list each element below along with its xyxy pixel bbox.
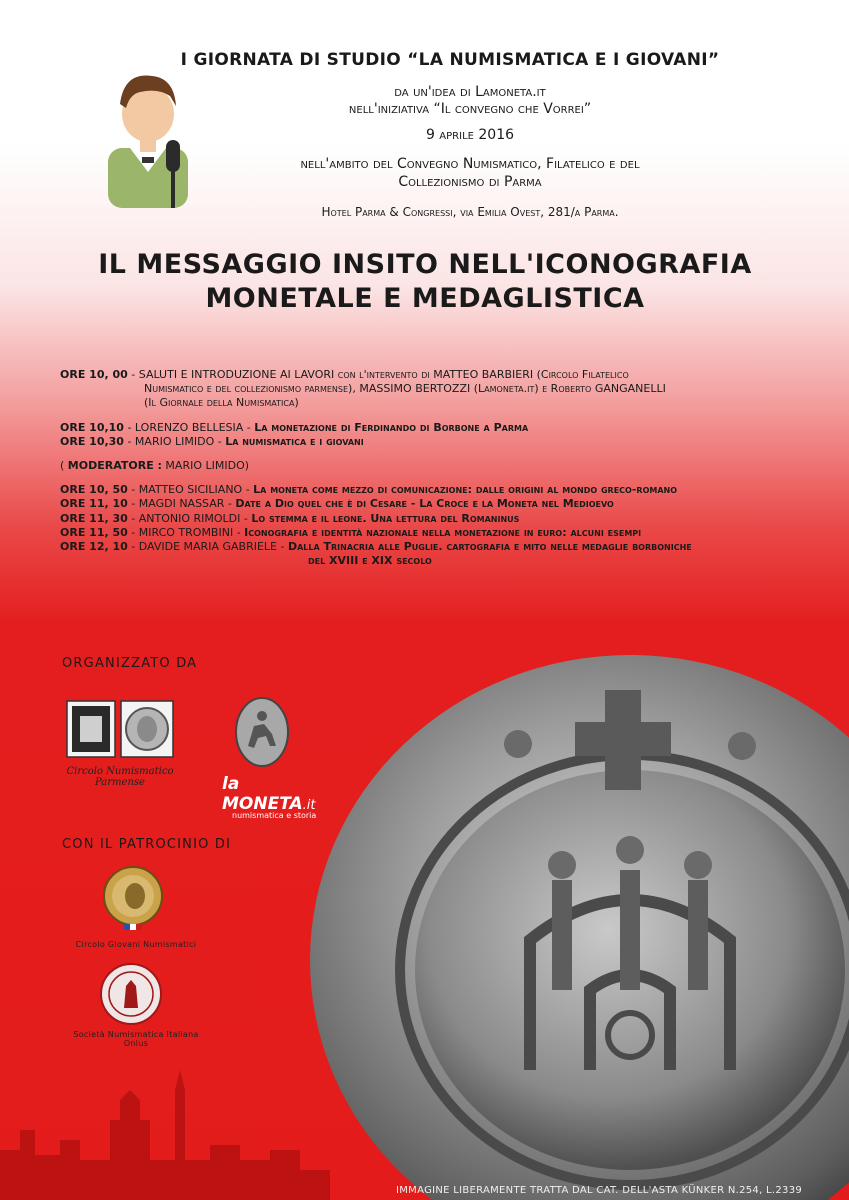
moderator-label: MODERATORE : — [67, 459, 162, 473]
program-item — [60, 435, 830, 449]
program-talk-continuation: del XVIII e XIX secolo — [308, 554, 432, 568]
program-item — [60, 526, 830, 540]
coin-dot — [728, 732, 756, 760]
program-talk: La moneta come mezzo di comunicazione: dalle origini al mondo greco-romano — [253, 483, 678, 497]
lamoneta-suffix: .it — [302, 798, 316, 813]
circolo-parmense-caption — [60, 766, 180, 788]
moderator-name: MARIO LIMIDO) — [161, 459, 250, 473]
program-talk: Date a Dio quel che è di Cesare - La Croce e la Moneta nel Medioevo — [235, 497, 614, 511]
circolo-parmense-logo — [66, 700, 174, 760]
program-time: ORE 10, 50 — [60, 483, 128, 497]
sni-logo — [98, 962, 164, 1026]
event-date: 9 aprile 2016 — [425, 127, 515, 143]
lamoneta-logo-text — [222, 774, 332, 820]
main-title-line2: MONETALE E MEDAGLISTICA — [205, 283, 645, 314]
coin-dot — [616, 836, 644, 864]
lamoneta-brand: la MONETA — [222, 774, 303, 814]
program-talk: Lo stemma e il leone. Una lettura del Romaninus — [251, 511, 520, 525]
program-intro — [60, 368, 830, 382]
coin-dot — [548, 851, 576, 879]
event-title: I GIORNATA DI STUDIO “LA NUMISMATICA E I GIOVANI” — [180, 50, 720, 70]
program-intro-line1: - SALUTI E INTRODUZIONE AI LAVORI con l'intervento di MATTEO BARBIERI (Circolo Filatelico — [127, 368, 629, 381]
program-talk: Dalla Trinacria alle Puglie. cartografia e mito nelle medaglie borboniche — [287, 540, 692, 554]
program-item — [60, 540, 830, 554]
event-context-line1: nell'ambito del Convegno Numismatico, Filatelico e del — [300, 156, 640, 172]
program-talk: La numismatica e i giovani — [225, 434, 364, 448]
event-context-line2: Collezionismo di Parma — [398, 174, 542, 190]
program-time: ORE 10,30 — [60, 434, 124, 448]
program-intro-line3: (Il Giornale della Numismatica) — [144, 396, 299, 410]
coin-tower — [688, 880, 708, 990]
cgn-logo — [102, 866, 164, 932]
patronage-label: CON IL PATROCINIO DI — [62, 837, 232, 852]
coin-dot — [504, 730, 532, 758]
sni-caption-line1: Società Numismatica Italiana — [73, 1030, 199, 1039]
program-time: ORE 10, 00 — [60, 368, 128, 381]
coin-tower — [552, 880, 572, 990]
program-speaker: - LORENZO BELLESIA - — [123, 420, 255, 434]
program-time: ORE 11, 10 — [60, 497, 128, 511]
program-speaker: - DAVIDE MARIA GABRIELE - — [127, 540, 288, 554]
program-item — [60, 483, 830, 497]
event-idea-line: da un'idea di Lamoneta.it — [394, 84, 546, 100]
program-talk: Iconografia e identità nazionale nella monetazione in euro: alcuni esempi — [244, 525, 642, 539]
program-speaker: - MATTEO SICILIANO - — [127, 483, 254, 497]
program-time: ORE 11, 30 — [60, 511, 128, 525]
speaker-avatar-icon — [100, 62, 195, 208]
circolo-caption-line1: Circolo Numismatico — [66, 766, 174, 777]
program — [60, 368, 830, 568]
image-credit: IMMAGINE LIBERAMENTE TRATTA DAL CAT. DELL'ASTA KÜNKER N.254, L.2339 — [396, 1185, 803, 1196]
program-speaker: - MAGDI NASSAR - — [127, 497, 236, 511]
program-item — [60, 497, 830, 511]
main-title-line1: IL MESSAGGIO INSITO NELL'ICONOGRAFIA — [98, 249, 752, 280]
program-item — [60, 512, 830, 526]
city-skyline — [0, 1060, 330, 1200]
sni-caption-line2: Onlus — [123, 1039, 149, 1048]
circolo-caption-line2: Parmense — [95, 777, 145, 788]
sni-caption — [56, 1030, 216, 1048]
organizers-label: ORGANIZZATO DA — [62, 656, 198, 671]
coin-tower — [620, 870, 640, 990]
program-intro-line2: Numismatico e del collezionismo parmense), MASSIMO BERTOZZI (Lamoneta.it) e Roberto GANGANELLI — [144, 382, 666, 396]
program-speaker: - ANTONIO RIMOLDI - — [127, 511, 252, 525]
moderator-open: ( — [60, 459, 68, 473]
program-time: ORE 10,10 — [60, 420, 124, 434]
coin-image — [300, 640, 849, 1200]
program-time: ORE 11, 50 — [60, 525, 128, 539]
program-moderator — [60, 459, 830, 473]
program-item — [60, 421, 830, 435]
event-initiative-line: nell'iniziativa “Il convegno che Vorrei” — [348, 101, 592, 117]
program-talk: La monetazione di Ferdinando di Borbone a Parma — [254, 420, 529, 434]
event-venue: Hotel Parma & Congressi, via Emilia Ovest, 281/a Parma. — [321, 205, 619, 219]
program-speaker: - MIRCO TROMBINI - — [127, 525, 245, 539]
coin-dot — [684, 851, 712, 879]
lamoneta-coin-logo — [234, 696, 290, 772]
cgn-caption: Circolo Giovani Numismatici — [75, 940, 197, 949]
lamoneta-tagline: numismatica e storia — [232, 811, 317, 820]
program-speaker: - MARIO LIMIDO - — [123, 434, 226, 448]
program-time: ORE 12, 10 — [60, 540, 128, 554]
main-title — [40, 248, 810, 316]
